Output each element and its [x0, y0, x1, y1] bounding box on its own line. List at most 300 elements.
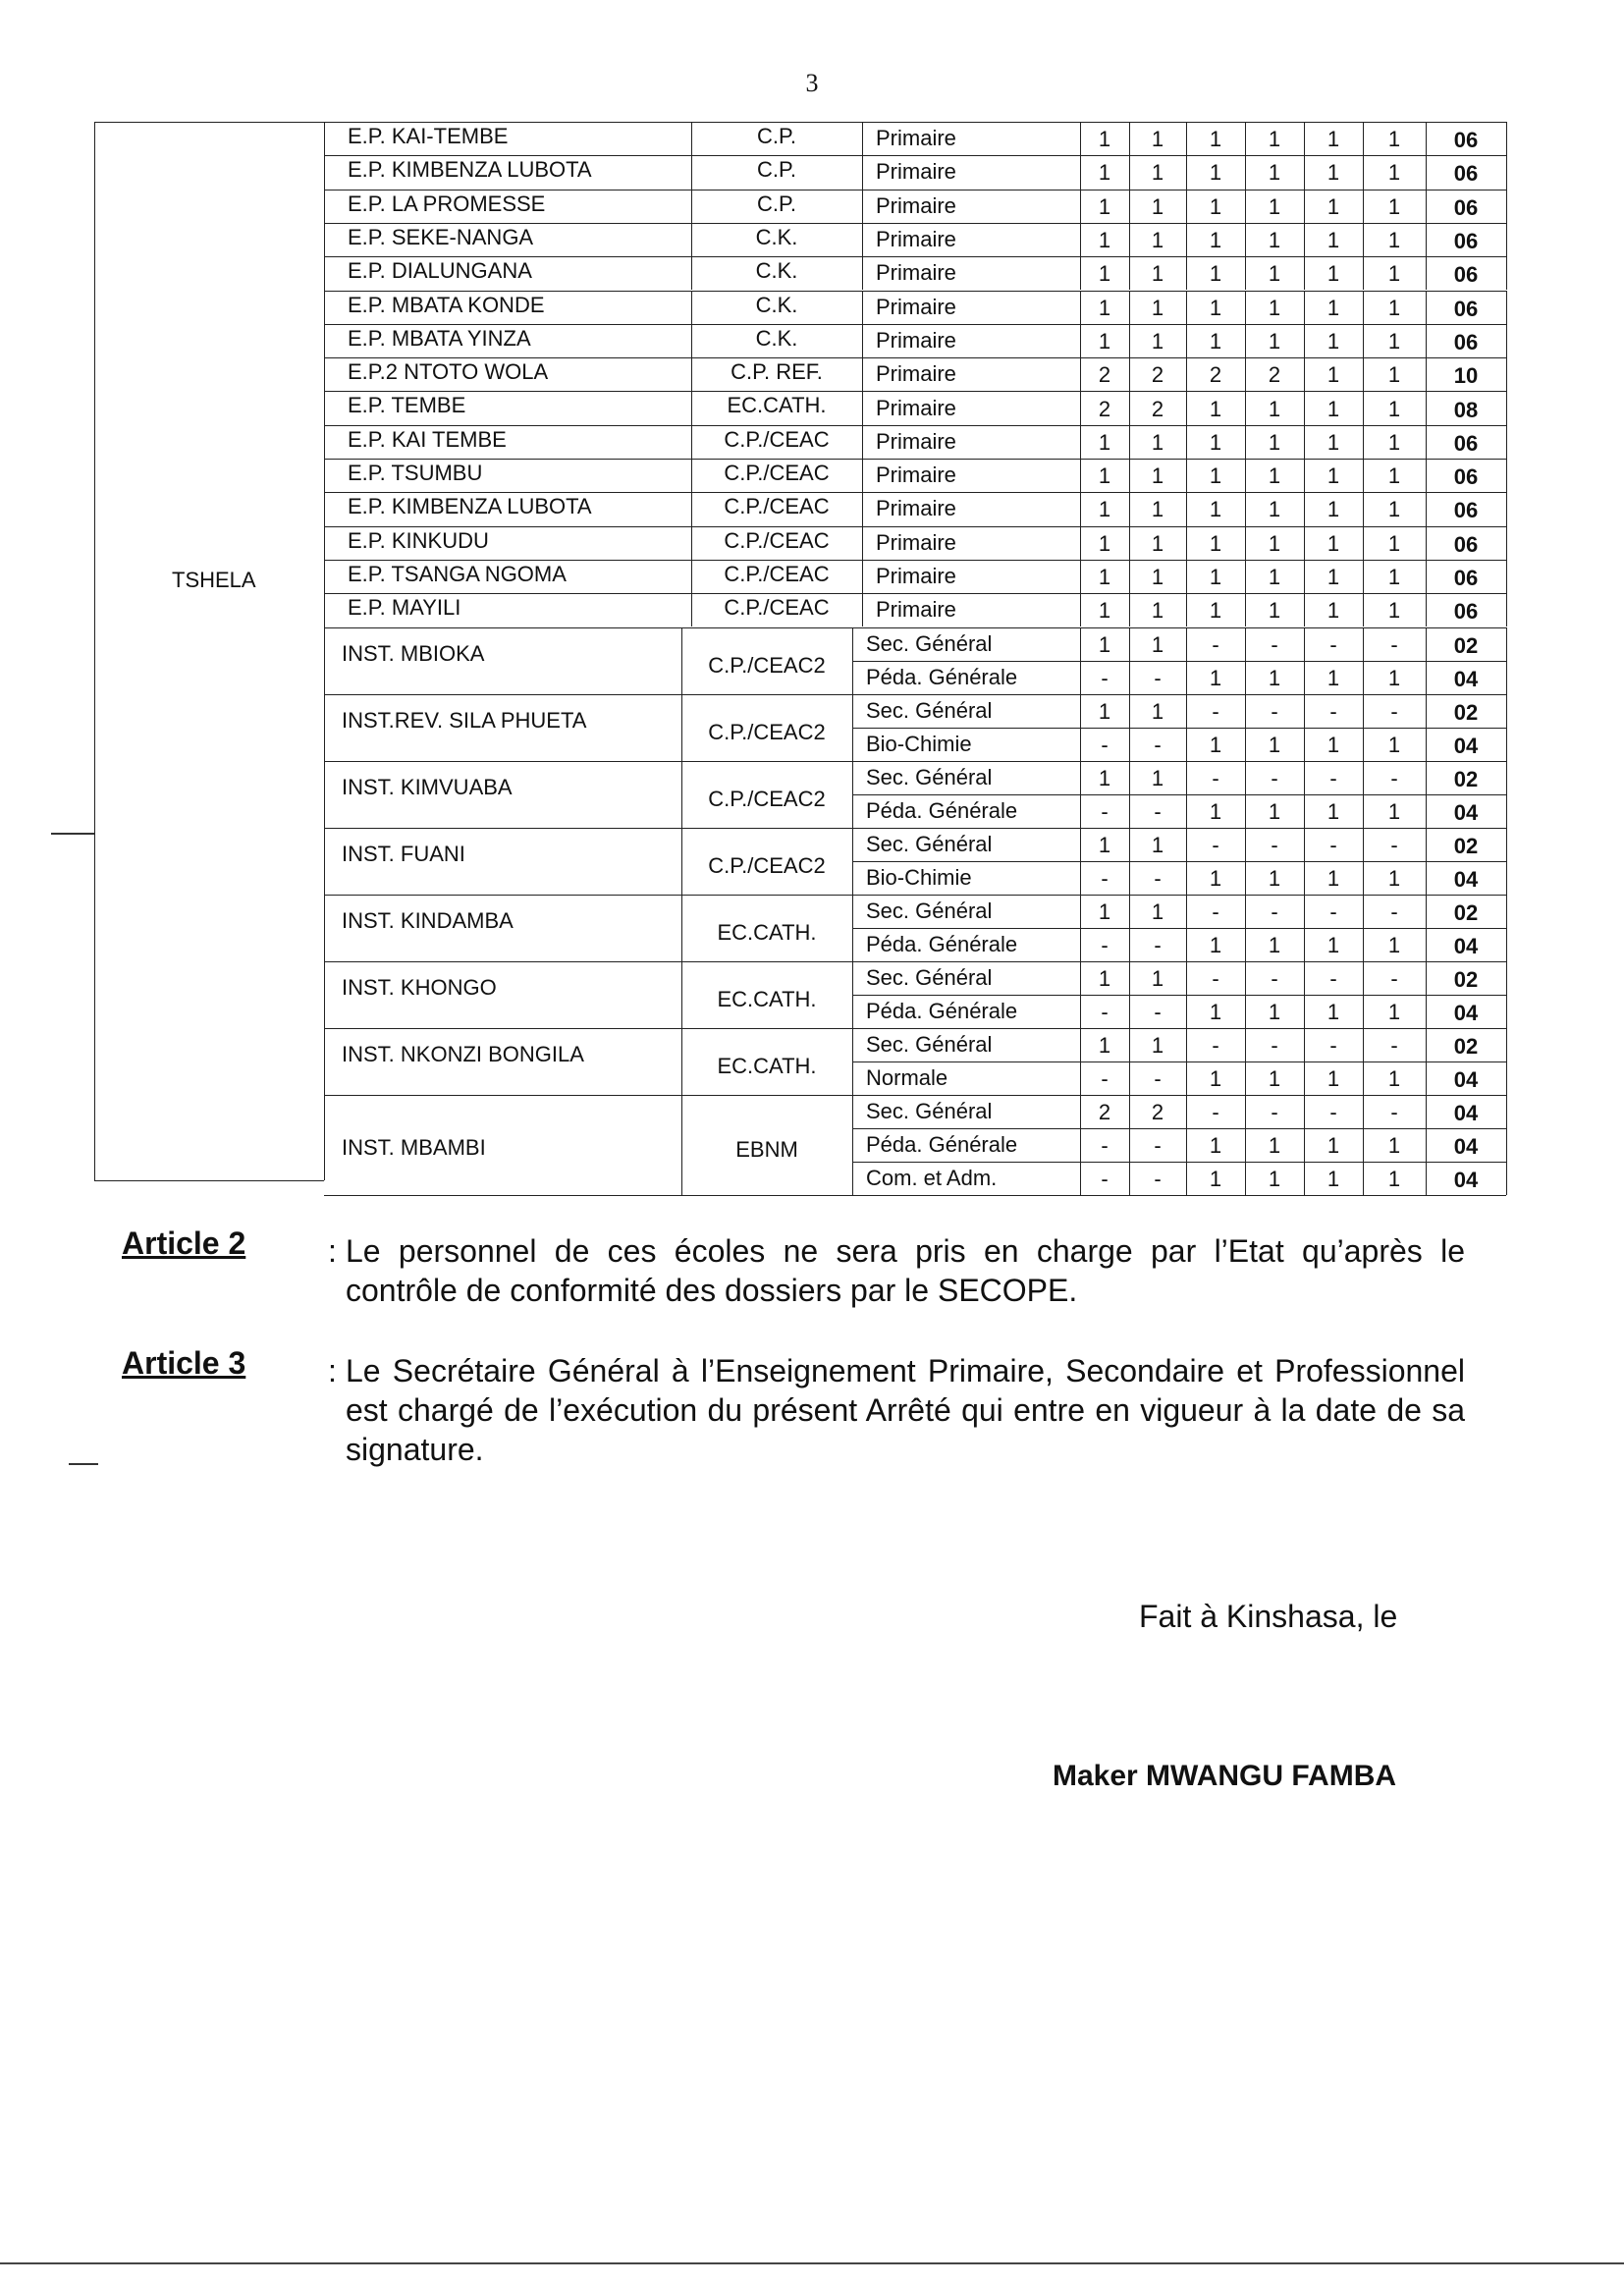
count-cell: - [1329, 1032, 1337, 1058]
col-border [1506, 627, 1507, 661]
row-border [324, 291, 862, 292]
row-border [862, 425, 1506, 426]
count-cell: 1 [1098, 127, 1111, 152]
col-border [862, 324, 863, 357]
count-cell: 1 [1268, 798, 1281, 824]
total-cell: 06 [1453, 262, 1479, 288]
bottom-rule [0, 2262, 1624, 2264]
count-cell: 1 [1151, 1032, 1164, 1058]
count-cell: - [1154, 999, 1162, 1024]
school-name: E.P. SEKE-NANGA [348, 224, 534, 249]
row-border [324, 391, 862, 392]
section-cell: Primaire [876, 327, 956, 353]
count-cell: - [1154, 932, 1162, 957]
count-cell: - [1390, 898, 1398, 924]
count-cell: 1 [1209, 732, 1222, 757]
count-cell: - [1154, 865, 1162, 891]
col-border [1506, 694, 1507, 728]
row-border [324, 425, 862, 426]
col-border [862, 155, 863, 189]
col-border [1506, 391, 1507, 424]
count-cell: 2 [1151, 1099, 1164, 1124]
count-cell: 1 [1098, 328, 1111, 354]
count-cell: 1 [1268, 429, 1281, 455]
article-3-body: Le Secrétaire Général à l’Enseignement Primaire, Secondaire et Professionnel est chargé de l’exécution du présent Arrêté qui entre en vigueur à la date de sa signature. [346, 1353, 1465, 1467]
count-cell: 1 [1268, 530, 1281, 556]
total-cell: 06 [1453, 329, 1479, 354]
col-border [862, 223, 863, 256]
count-cell: 1 [1326, 228, 1340, 253]
table-border [94, 1180, 324, 1181]
row-border [852, 1028, 1506, 1029]
count-cell: 1 [1151, 565, 1164, 590]
count-cell: 1 [1209, 1166, 1222, 1191]
count-cell: - [1101, 798, 1109, 824]
row-border [324, 593, 862, 594]
page-number: 3 [805, 69, 819, 97]
col-border [862, 526, 863, 560]
count-cell: 2 [1098, 1099, 1111, 1124]
row-border [324, 357, 862, 358]
count-cell: 1 [1268, 228, 1281, 253]
section-cell: Primaire [876, 463, 956, 488]
school-name: E.P. MBATA KONDE [348, 292, 545, 317]
row-border [852, 995, 1506, 996]
row-border [324, 256, 862, 257]
regime-cell: C.P./CEAC2 [708, 852, 826, 878]
signatory-name: Maker MWANGU FAMBA [1053, 1760, 1397, 1792]
col-border [1506, 190, 1507, 223]
row-border [862, 593, 1506, 594]
count-cell: 1 [1387, 362, 1401, 388]
article-2-text [328, 1231, 1465, 1310]
count-cell: 1 [1098, 1032, 1111, 1058]
count-cell: 1 [1268, 565, 1281, 590]
school-name: E.P. MBATA YINZA [348, 325, 531, 351]
section-cell: Primaire [876, 529, 956, 555]
count-cell: - [1101, 732, 1109, 757]
count-cell: 1 [1209, 193, 1222, 219]
total-cell: 02 [1453, 1033, 1479, 1059]
row-border [852, 1095, 1506, 1096]
count-cell: 1 [1326, 396, 1340, 421]
count-cell: 1 [1387, 999, 1401, 1024]
count-cell: 1 [1326, 1065, 1340, 1091]
count-cell: 1 [1326, 497, 1340, 522]
section-cell: Péda. Générale [866, 664, 1018, 689]
regime-cell: C.P. [757, 124, 796, 148]
total-cell: 04 [1453, 1133, 1479, 1159]
school-name: INST. KINDAMBA [342, 907, 514, 933]
count-cell: - [1212, 631, 1219, 657]
row-border [324, 526, 862, 527]
count-cell: - [1390, 1032, 1398, 1058]
total-cell: 06 [1453, 194, 1479, 220]
count-cell: 1 [1098, 631, 1111, 657]
count-cell: 1 [1151, 127, 1164, 152]
count-cell: - [1390, 765, 1398, 790]
article-2-body: Le personnel de ces écoles ne sera pris en charge par l’Etat qu’après le contrôle de conformité des dossiers par le SECOPE. [346, 1233, 1465, 1308]
count-cell: 1 [1326, 665, 1340, 690]
regime-cell: EC.CATH. [717, 919, 817, 945]
count-cell: 1 [1268, 497, 1281, 522]
count-cell: 1 [1326, 193, 1340, 219]
count-cell: 1 [1209, 396, 1222, 421]
count-cell: 1 [1151, 765, 1164, 790]
count-cell: 1 [1387, 1166, 1401, 1191]
row-border [862, 155, 1506, 156]
count-cell: 1 [1098, 530, 1111, 556]
count-cell: - [1390, 1099, 1398, 1124]
count-cell: 1 [1387, 228, 1401, 253]
school-name: E.P. KAI-TEMBE [348, 124, 509, 148]
regime-cell: C.P./CEAC [724, 461, 830, 485]
total-cell: 06 [1453, 229, 1479, 254]
count-cell: 1 [1326, 362, 1340, 388]
total-cell: 04 [1453, 866, 1479, 892]
count-cell: 1 [1098, 193, 1111, 219]
count-cell: 1 [1387, 429, 1401, 455]
count-cell: - [1154, 1065, 1162, 1091]
total-cell: 06 [1453, 531, 1479, 557]
count-cell: 1 [1098, 698, 1111, 724]
count-cell: 1 [1098, 295, 1111, 320]
count-cell: 1 [1268, 932, 1281, 957]
count-cell: 1 [1209, 261, 1222, 287]
article-3-colon: : [328, 1353, 337, 1388]
count-cell: 1 [1326, 932, 1340, 957]
col-border [1506, 1061, 1507, 1095]
total-cell: 06 [1453, 161, 1479, 187]
col-border [1506, 1162, 1507, 1195]
count-cell: 1 [1326, 429, 1340, 455]
section-cell: Primaire [876, 126, 956, 151]
regime-cell: C.P./CEAC2 [708, 786, 826, 811]
col-border [1506, 324, 1507, 357]
total-cell: 08 [1453, 397, 1479, 422]
section-cell: Normale [866, 1064, 948, 1090]
col-border [1506, 256, 1507, 290]
row-border [862, 391, 1506, 392]
school-name: E.P.2 NTOTO WOLA [348, 359, 549, 385]
count-cell: 1 [1151, 631, 1164, 657]
count-cell: 1 [1387, 665, 1401, 690]
count-cell: 1 [1268, 328, 1281, 354]
regime-cell: C.K. [755, 292, 798, 317]
count-cell: 1 [1326, 1166, 1340, 1191]
col-border [1506, 560, 1507, 593]
count-cell: 1 [1268, 665, 1281, 690]
col-border [1506, 1028, 1507, 1061]
count-cell: 1 [1387, 1132, 1401, 1158]
count-cell: - [1271, 765, 1278, 790]
count-cell: 1 [1209, 497, 1222, 522]
section-cell: Sec. Général [866, 831, 993, 856]
row-border [852, 961, 1506, 962]
count-cell: - [1271, 631, 1278, 657]
regime-cell: EC.CATH. [717, 986, 817, 1011]
count-cell: - [1101, 865, 1109, 891]
row-border [852, 1162, 1506, 1163]
count-cell: - [1271, 1032, 1278, 1058]
count-cell: - [1154, 1132, 1162, 1158]
row-border [852, 1061, 1506, 1062]
count-cell: 1 [1268, 865, 1281, 891]
total-cell: 04 [1453, 1100, 1479, 1125]
row-border [324, 155, 862, 156]
row-border [324, 122, 862, 123]
section-cell: Bio-Chimie [866, 864, 972, 890]
count-cell: 1 [1326, 999, 1340, 1024]
school-name: E.P. TSANGA NGOMA [348, 561, 567, 586]
count-cell: 1 [1209, 127, 1222, 152]
section-cell: Primaire [876, 597, 956, 623]
count-cell: 1 [1387, 798, 1401, 824]
count-cell: 1 [1326, 598, 1340, 624]
col-border [862, 357, 863, 391]
table-border [94, 122, 95, 1180]
count-cell: 1 [1268, 732, 1281, 757]
regime-cell: EC.CATH. [717, 1053, 817, 1078]
school-name: INST. NKONZI BONGILA [342, 1041, 584, 1066]
count-cell: 2 [1098, 362, 1111, 388]
section-cell: Primaire [876, 260, 956, 286]
article-2-colon: : [328, 1233, 337, 1269]
section-cell: Primaire [876, 564, 956, 589]
regime-cell: C.P./CEAC2 [708, 652, 826, 678]
count-cell: 1 [1387, 497, 1401, 522]
total-cell: 04 [1453, 1066, 1479, 1092]
total-cell: 06 [1453, 296, 1479, 321]
total-cell: 04 [1453, 733, 1479, 758]
count-cell: 1 [1209, 463, 1222, 489]
row-border [862, 560, 1506, 561]
section-cell: Primaire [876, 294, 956, 319]
count-cell: - [1329, 832, 1337, 857]
table-border [94, 122, 324, 123]
col-border [862, 492, 863, 525]
count-cell: - [1154, 1166, 1162, 1191]
count-cell: - [1154, 798, 1162, 824]
count-cell: - [1101, 1166, 1109, 1191]
total-cell: 06 [1453, 464, 1479, 490]
count-cell: 1 [1387, 160, 1401, 186]
section-cell: Primaire [876, 159, 956, 185]
col-border [1506, 1095, 1507, 1128]
regime-cell: C.P./CEAC [724, 561, 830, 586]
row-border [852, 728, 1506, 729]
count-cell: 1 [1151, 898, 1164, 924]
count-cell: - [1212, 698, 1219, 724]
count-cell: 1 [1209, 160, 1222, 186]
section-cell: Sec. Général [866, 630, 993, 656]
section-cell: Sec. Général [866, 1031, 993, 1057]
article-3-text [328, 1351, 1465, 1469]
col-border [1506, 593, 1507, 626]
count-cell: 1 [1151, 228, 1164, 253]
count-cell: 1 [1387, 530, 1401, 556]
article-2-label: Article 2 [122, 1225, 246, 1261]
row-border [324, 1195, 862, 1196]
section-cell: Com. et Adm. [866, 1165, 998, 1190]
count-cell: 1 [1209, 665, 1222, 690]
count-cell: - [1101, 1132, 1109, 1158]
count-cell: 1 [1326, 798, 1340, 824]
section-cell: Sec. Général [866, 964, 993, 990]
table-border [324, 122, 325, 1180]
school-name: E.P. MAYILI [348, 595, 461, 621]
school-name: INST. FUANI [342, 841, 465, 866]
count-cell: 1 [1098, 228, 1111, 253]
count-cell: 1 [1268, 160, 1281, 186]
count-cell: 1 [1268, 1065, 1281, 1091]
school-name: E.P. KIMBENZA LUBOTA [348, 494, 592, 519]
row-border [324, 694, 862, 695]
count-cell: 1 [1151, 497, 1164, 522]
count-cell: 1 [1326, 865, 1340, 891]
regime-cell: C.K. [755, 224, 798, 249]
count-cell: - [1329, 765, 1337, 790]
count-cell: 1 [1387, 193, 1401, 219]
count-cell: 1 [1209, 865, 1222, 891]
row-border [852, 794, 1506, 795]
school-name: E.P. KIMBENZA LUBOTA [348, 157, 592, 183]
regime-cell: C.P./CEAC [724, 494, 830, 519]
count-cell: 1 [1151, 832, 1164, 857]
count-cell: 1 [1151, 530, 1164, 556]
col-border [1506, 1128, 1507, 1162]
regime-cell: C.P. [757, 157, 796, 183]
place-date: Fait à Kinshasa, le [1139, 1599, 1398, 1634]
section-cell: Sec. Général [866, 764, 993, 789]
margin-mark [69, 1463, 98, 1465]
row-border [852, 1195, 1506, 1196]
margin-mark [51, 833, 94, 835]
school-name: INST. MBAMBI [342, 1134, 486, 1160]
count-cell: 1 [1268, 1132, 1281, 1158]
col-border [1506, 794, 1507, 828]
row-border [324, 761, 862, 762]
count-cell: - [1212, 1099, 1219, 1124]
school-name: INST.REV. SILA PHUETA [342, 707, 587, 733]
row-border [862, 492, 1506, 493]
total-cell: 02 [1453, 699, 1479, 725]
col-border [1506, 425, 1507, 459]
count-cell: 1 [1387, 865, 1401, 891]
count-cell: 1 [1098, 832, 1111, 857]
count-cell: - [1329, 898, 1337, 924]
count-cell: 1 [1098, 261, 1111, 287]
section-cell: Péda. Générale [866, 797, 1018, 823]
total-cell: 02 [1453, 766, 1479, 791]
count-cell: 1 [1268, 295, 1281, 320]
count-cell: - [1212, 898, 1219, 924]
regime-cell: C.P. [757, 190, 796, 216]
count-cell: 1 [1268, 999, 1281, 1024]
total-cell: 06 [1453, 498, 1479, 523]
count-cell: - [1390, 832, 1398, 857]
row-border [324, 324, 862, 325]
col-border [1506, 526, 1507, 560]
row-border [852, 761, 1506, 762]
section-cell: Sec. Général [866, 898, 993, 923]
section-cell: Péda. Générale [866, 998, 1018, 1023]
count-cell: 2 [1268, 362, 1281, 388]
count-cell: 1 [1387, 328, 1401, 354]
row-border [324, 828, 862, 829]
regime-cell: EBNM [735, 1136, 798, 1162]
col-border [1506, 961, 1507, 995]
col-border [1506, 828, 1507, 861]
col-border [1506, 928, 1507, 961]
count-cell: 1 [1326, 565, 1340, 590]
count-cell: 1 [1151, 295, 1164, 320]
regime-cell: C.K. [755, 258, 798, 284]
count-cell: 1 [1098, 429, 1111, 455]
regime-cell: C.P. REF. [731, 359, 823, 385]
section-cell: Bio-Chimie [866, 731, 972, 756]
count-cell: 1 [1326, 160, 1340, 186]
col-border [862, 459, 863, 492]
row-border [324, 560, 862, 561]
row-border [852, 895, 1506, 896]
school-name: E.P. KINKUDU [348, 527, 489, 553]
row-border [852, 1128, 1506, 1129]
row-border [862, 357, 1506, 358]
school-name: E.P. LA PROMESSE [348, 190, 546, 216]
count-cell: 1 [1209, 530, 1222, 556]
section-cell: Péda. Générale [866, 1131, 1018, 1157]
district-name: TSHELA [172, 568, 256, 592]
count-cell: 1 [1209, 1132, 1222, 1158]
school-name: E.P. DIALUNGANA [348, 258, 532, 284]
total-cell: 04 [1453, 1167, 1479, 1192]
row-border [324, 459, 862, 460]
regime-cell: C.K. [755, 325, 798, 351]
count-cell: - [1154, 665, 1162, 690]
row-border [324, 1095, 862, 1096]
count-cell: - [1329, 1099, 1337, 1124]
count-cell: 1 [1387, 1065, 1401, 1091]
count-cell: 1 [1098, 898, 1111, 924]
count-cell: 1 [1268, 396, 1281, 421]
count-cell: 1 [1209, 328, 1222, 354]
count-cell: - [1271, 898, 1278, 924]
col-border [1506, 728, 1507, 761]
count-cell: 1 [1151, 261, 1164, 287]
count-cell: - [1101, 999, 1109, 1024]
section-cell: Primaire [876, 227, 956, 252]
row-border [862, 223, 1506, 224]
count-cell: 1 [1098, 565, 1111, 590]
count-cell: 1 [1151, 160, 1164, 186]
count-cell: 1 [1387, 565, 1401, 590]
total-cell: 04 [1453, 666, 1479, 691]
count-cell: 1 [1326, 261, 1340, 287]
count-cell: 1 [1326, 732, 1340, 757]
section-cell: Péda. Générale [866, 931, 1018, 956]
row-border [852, 694, 1506, 695]
regime-cell: C.P./CEAC [724, 595, 830, 621]
count-cell: 1 [1151, 698, 1164, 724]
total-cell: 02 [1453, 833, 1479, 858]
row-border [324, 895, 862, 896]
row-border [852, 861, 1506, 862]
row-border [862, 291, 1506, 292]
row-border [862, 459, 1506, 460]
count-cell: 1 [1268, 1166, 1281, 1191]
total-cell: 02 [1453, 966, 1479, 992]
